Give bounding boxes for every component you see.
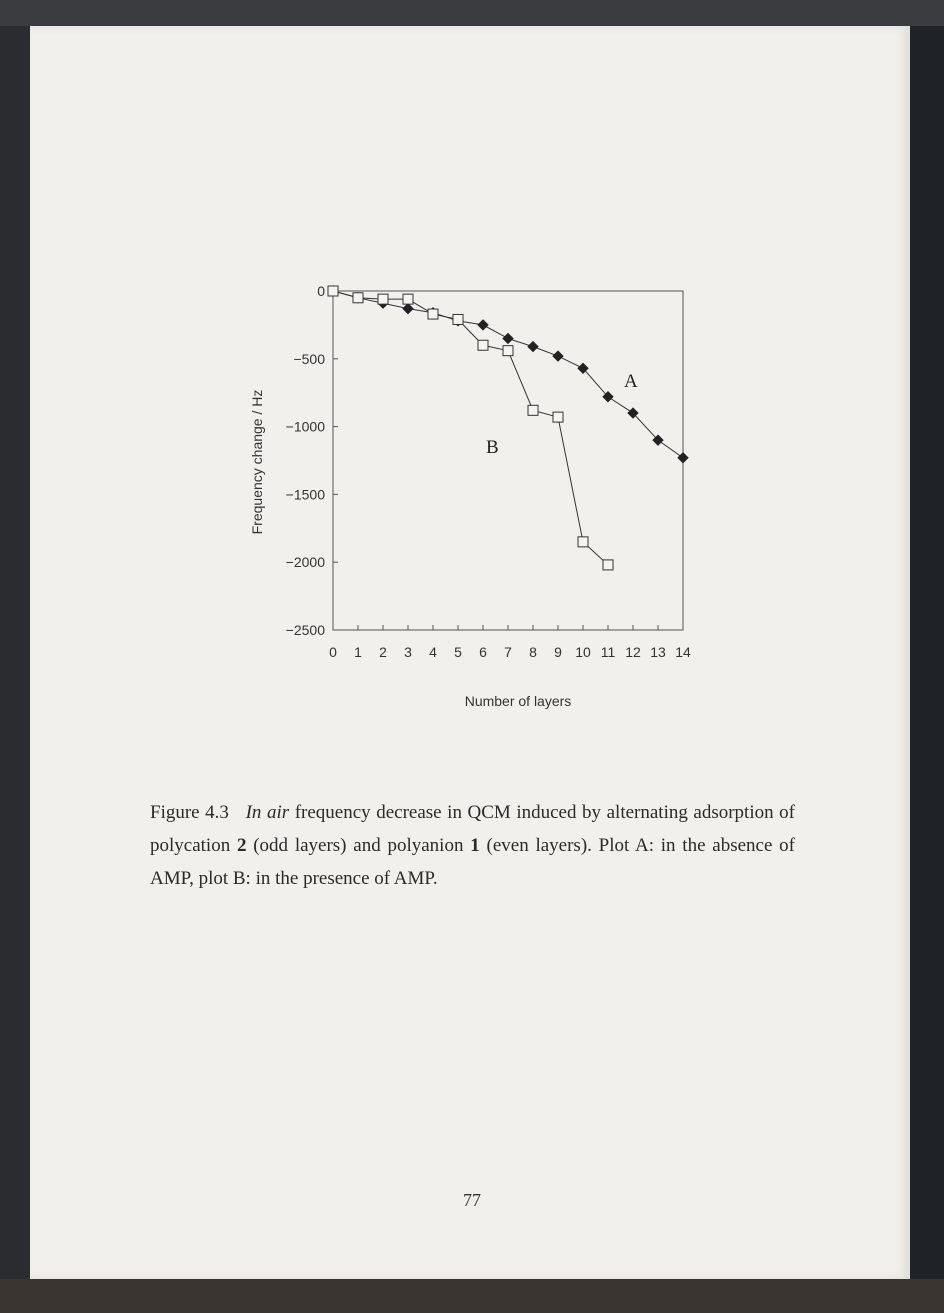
data-point-B — [403, 294, 413, 304]
x-tick-label: 4 — [429, 644, 437, 660]
caption-part2: (odd layers) and polyanion — [246, 835, 471, 856]
data-point-B — [528, 405, 538, 415]
y-axis-label: Frequency change / Hz — [249, 389, 265, 535]
data-point-B — [328, 286, 338, 296]
x-tick-label: 7 — [504, 644, 512, 660]
data-point-A — [678, 453, 688, 463]
y-tick-label: −1000 — [285, 418, 325, 435]
x-tick-label: 12 — [625, 644, 641, 660]
y-tick-label: −2500 — [285, 622, 325, 638]
data-point-B — [503, 346, 513, 356]
data-point-B — [603, 560, 613, 570]
x-tick-label: 0 — [329, 644, 337, 660]
page-number: 77 — [463, 1190, 481, 1210]
x-tick-label: 3 — [404, 644, 412, 660]
y-tick-label: −1500 — [285, 486, 325, 503]
caption-label: Figure 4.3 — [150, 802, 229, 823]
x-tick-label: 10 — [575, 644, 591, 660]
x-axis-label: Number of layers — [464, 693, 572, 709]
data-point-A — [553, 351, 563, 361]
x-tick-label: 1 — [354, 644, 362, 660]
x-tick-label: 11 — [600, 644, 616, 660]
data-point-B — [378, 294, 388, 304]
data-point-B — [453, 314, 463, 324]
caption-bold2: 1 — [470, 835, 480, 856]
x-tick-label: 8 — [529, 644, 537, 660]
data-point-A — [478, 320, 488, 330]
data-point-A — [528, 342, 538, 352]
y-tick-label: 0 — [317, 283, 325, 299]
caption-italic: In air — [245, 802, 290, 823]
data-point-A — [403, 304, 413, 314]
x-tick-label: 5 — [454, 644, 462, 660]
y-tick-label: −2000 — [285, 554, 325, 571]
caption-part3: (even layers). Plot A: in the absence of AMP, plot B: in the presence of AMP. — [150, 835, 795, 889]
data-point-B — [553, 412, 563, 422]
caption-bold1: 2 — [236, 835, 247, 856]
x-tick-label: 6 — [479, 644, 487, 660]
series-line-B — [333, 291, 608, 565]
series-label-A: A — [624, 371, 638, 392]
series-label-B: B — [486, 437, 499, 458]
data-point-B — [578, 537, 588, 547]
x-tick-label: 14 — [675, 644, 691, 660]
data-point-B — [353, 293, 363, 303]
caption-part1: frequency decrease in QCM induced by alternating adsorption of polycation — [150, 802, 796, 856]
data-point-A — [503, 333, 513, 343]
x-tick-label: 2 — [379, 644, 387, 660]
x-tick-label: 13 — [650, 644, 666, 660]
x-tick-label: 9 — [554, 644, 562, 660]
data-point-B — [428, 309, 438, 319]
figure-caption — [150, 796, 795, 895]
data-point-B — [478, 340, 488, 350]
y-tick-label: −500 — [293, 350, 325, 367]
